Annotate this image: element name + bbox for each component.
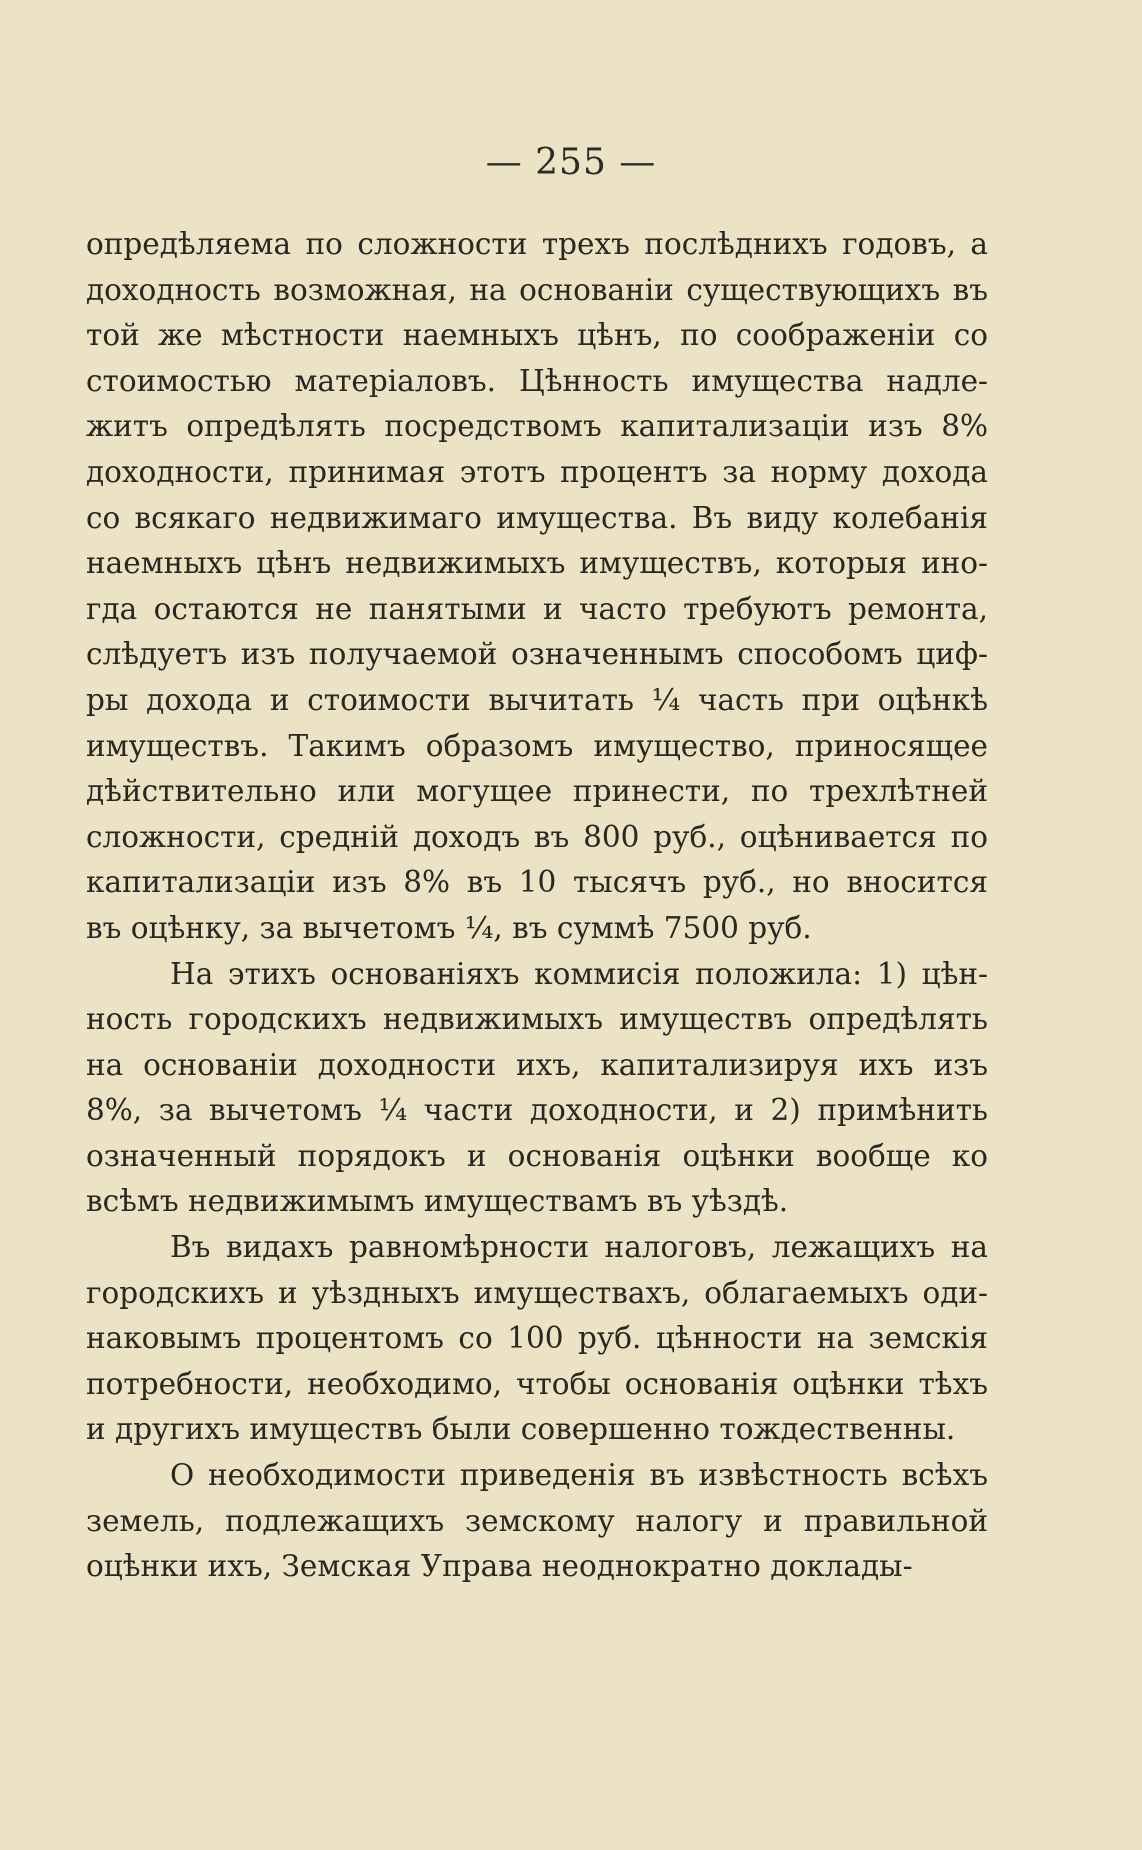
- paragraph-p3: [86, 1225, 988, 1453]
- text-line: ность городскихъ недвижимыхъ имуществъ опредѣлять: [86, 1002, 988, 1037]
- text-line: со всякаго недвижимаго имущества. Въ виду колебанiя: [86, 500, 988, 535]
- text-line: въ оцѣнку, за вычетомъ ¼, въ суммѣ 7500 руб.: [86, 910, 812, 945]
- text-line: дѣйствительно или могущее принести, по трехлѣтней: [86, 774, 988, 809]
- text-line: потребности, необходимо, чтобы основанiя оцѣнки тѣхъ: [86, 1366, 988, 1401]
- text-line: наемныхъ цѣнъ недвижимыхъ имуществъ, которыя ино-: [86, 546, 988, 581]
- text-line: земель, подлежащихъ земскому налогу и правильной: [86, 1503, 988, 1538]
- text-line: городскихъ и уѣздныхъ имуществахъ, облагаемыхъ оди-: [86, 1275, 988, 1310]
- paragraph-p1: [86, 222, 988, 952]
- text-line: опредѣляема по сложности трехъ послѣднихъ годовъ, а: [86, 227, 988, 261]
- text-line: сложности, среднiй доходъ въ 800 руб., оцѣнивается по: [86, 819, 988, 854]
- paragraph-p4: [86, 1453, 988, 1590]
- text-line: капитализацiи изъ 8% въ 10 тысячъ руб., но вносится: [86, 865, 988, 900]
- text-line: всѣмъ недвижимымъ имуществамъ въ уѣздѣ.: [86, 1184, 789, 1219]
- text-line: житъ опредѣлять посредствомъ капитализацiи изъ 8%: [86, 409, 988, 444]
- text-line: 8%, за вычетомъ ¼ части доходности, и 2) примѣнить: [86, 1093, 988, 1128]
- page-number: — 255 —: [485, 142, 657, 183]
- text-line: означенный порядокъ и основанiя оцѣнки вообще ко: [86, 1138, 988, 1173]
- text-line: на основанiи доходности ихъ, капитализируя ихъ изъ: [86, 1047, 988, 1082]
- text-line: гда остаются не панятыми и часто требуютъ ремонта,: [86, 591, 988, 626]
- body-text: [86, 222, 988, 1590]
- text-line: На этихъ основанiяхъ коммисiя положила: 1) цѣн-: [170, 956, 988, 991]
- text-line: и другихъ имуществъ были совершенно тождественны.: [86, 1412, 956, 1447]
- text-line: стоимостью матерiаловъ. Цѣнность имущества надле-: [86, 363, 988, 398]
- text-line: наковымъ процентомъ со 100 руб. цѣнности на земскiя: [86, 1321, 988, 1356]
- text-line: слѣдуетъ изъ получаемой означеннымъ способомъ циф-: [86, 637, 988, 672]
- paragraph-p2: [86, 952, 988, 1226]
- text-line: имуществъ. Такимъ образомъ имущество, приносящее: [86, 728, 988, 763]
- text-line: доходности, принимая этотъ процентъ за норму дохода: [86, 454, 988, 489]
- text-line: О необходимости приведенiя въ извѣстность всѣхъ: [170, 1458, 988, 1493]
- text-line: доходность возможная, на основанiи существующихъ въ: [86, 272, 988, 307]
- text-line: той же мѣстности наемныхъ цѣнъ, по соображенiи со: [86, 318, 988, 353]
- text-line: оцѣнки ихъ, Земская Управа неоднократно доклады-: [86, 1549, 913, 1584]
- text-line: ры дохода и стоимости вычитать ¼ часть при оцѣнкѣ: [86, 682, 988, 717]
- text-line: Въ видахъ равномѣрности налоговъ, лежащихъ на: [170, 1230, 988, 1265]
